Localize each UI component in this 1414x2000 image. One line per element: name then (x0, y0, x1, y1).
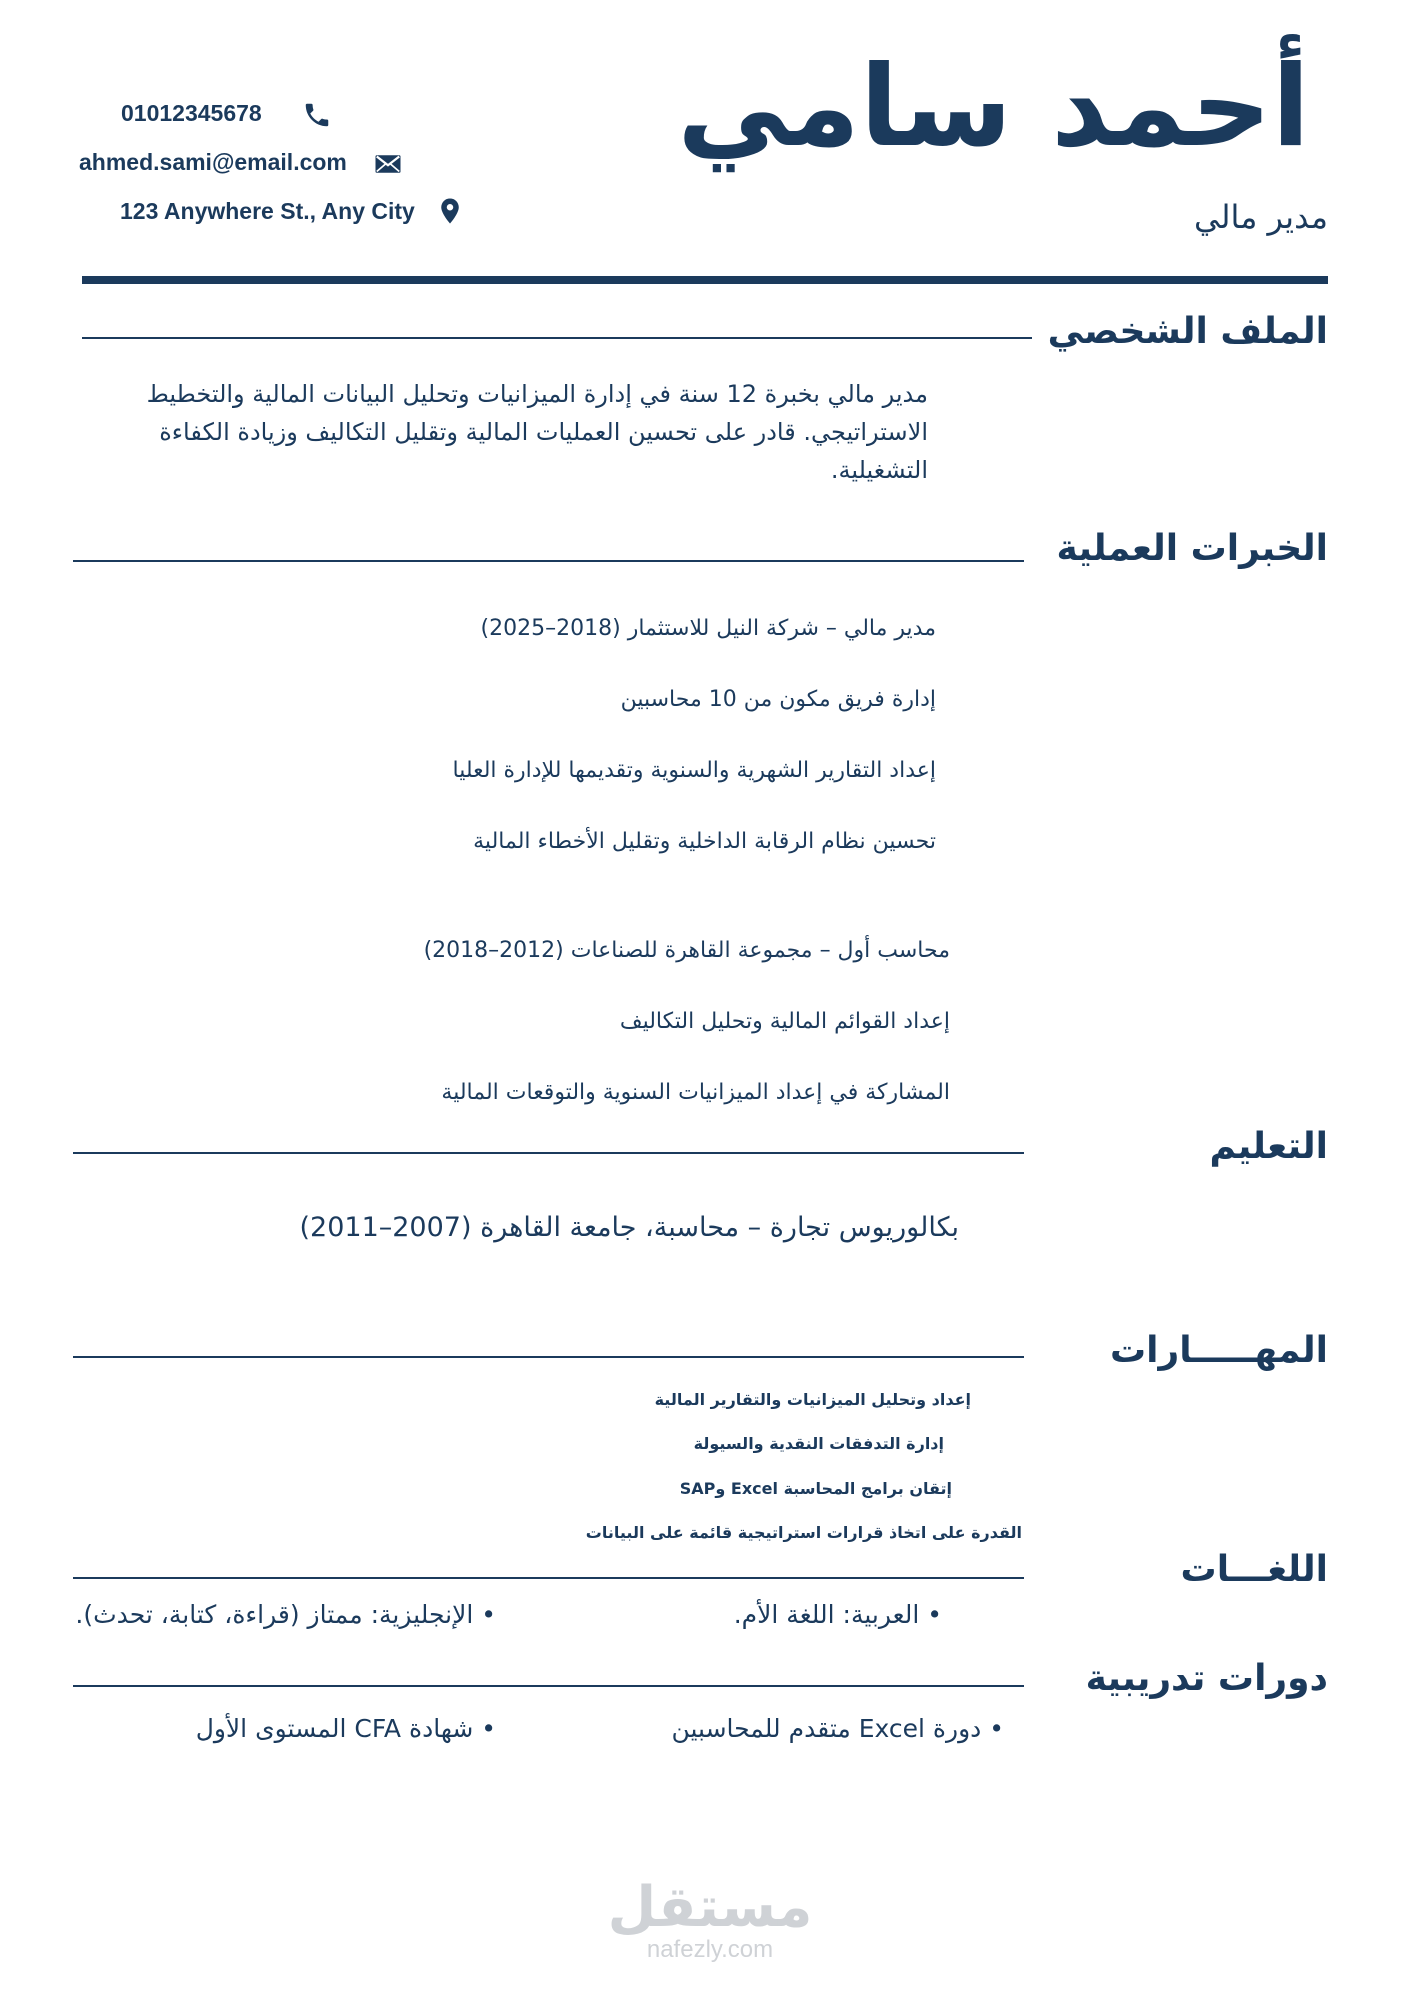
location-pin-icon (435, 196, 465, 226)
job-title-1: مدير مالي – شركة النيل للاستثمار (2018–2025) (480, 616, 936, 641)
job-duty: إعداد القوائم المالية وتحليل التكاليف (619, 1009, 950, 1034)
language-item: • العربية: اللغة الأم. (733, 1600, 942, 1629)
profile-summary: مدير مالي بخبرة 12 سنة في إدارة الميزانيات وتحليل البيانات المالية والتخطيط الاستراتيجي. قادر على تحسين العمليات المالية وتقليل التكاليف وزيادة الكفاءة التشغيلية. (146, 380, 928, 484)
course-item: • شهادة CFA المستوى الأول (195, 1714, 496, 1743)
section-title-courses: دورات تدريبية (1085, 1658, 1328, 1699)
section-divider (73, 1685, 1024, 1687)
watermark-logo (600, 1875, 820, 1964)
address: 123 Anywhere St., Any City (120, 198, 415, 224)
section-title-education: التعليم (1209, 1126, 1328, 1167)
phone-icon (302, 100, 332, 130)
job-title-2: محاسب أول – مجموعة القاهرة للصناعات (2012–2018) (423, 938, 950, 963)
skill-item: القدرة على اتخاذ قرارات استراتيجية قائمة على البيانات (585, 1523, 1022, 1542)
job-duty: إعداد التقارير الشهرية والسنوية وتقديمها للإدارة العليا (452, 758, 936, 783)
section-divider (73, 560, 1024, 562)
job-title: مدير مالي (1194, 198, 1328, 236)
section-divider (73, 1577, 1024, 1579)
job-duty: إدارة فريق مكون من 10 محاسبين (620, 687, 936, 712)
education-entry: بكالوريوس تجارة – محاسبة، جامعة القاهرة (2007–2011) (299, 1212, 959, 1243)
phone-number: 01012345678 (121, 100, 262, 126)
watermark-site: nafezly.com (646, 1936, 774, 1963)
language-item: • الإنجليزية: ممتاز (قراءة، كتابة، تحدث). (75, 1600, 496, 1629)
job-duty: المشاركة في إعداد الميزانيات السنوية والتوقعات المالية (441, 1080, 950, 1105)
section-divider (73, 1356, 1024, 1358)
section-title-experience: الخبرات العملية (1056, 528, 1328, 569)
skill-item: إعداد وتحليل الميزانيات والتقارير المالية (654, 1390, 971, 1409)
header-divider (82, 276, 1328, 284)
skill-item: إتقان برامج المحاسبة Excel وSAP (679, 1479, 952, 1498)
section-title-profile: الملف الشخصي (1047, 311, 1328, 352)
section-title-languages: اللغـــات (1180, 1549, 1328, 1590)
section-divider (82, 337, 1032, 339)
course-item: • دورة Excel متقدم للمحاسبين (671, 1714, 1004, 1743)
envelope-icon (373, 149, 403, 179)
email-address: ahmed.sami@email.com (79, 149, 347, 175)
candidate-name: أحمد سامي (677, 42, 1310, 172)
job-duty: تحسين نظام الرقابة الداخلية وتقليل الأخطاء المالية (473, 829, 936, 854)
section-title-skills: المهـــــارات (1109, 1330, 1328, 1371)
skill-item: إدارة التدفقات النقدية والسيولة (693, 1434, 944, 1453)
section-divider (73, 1152, 1024, 1154)
watermark-brand: مستقل (607, 1875, 813, 1940)
